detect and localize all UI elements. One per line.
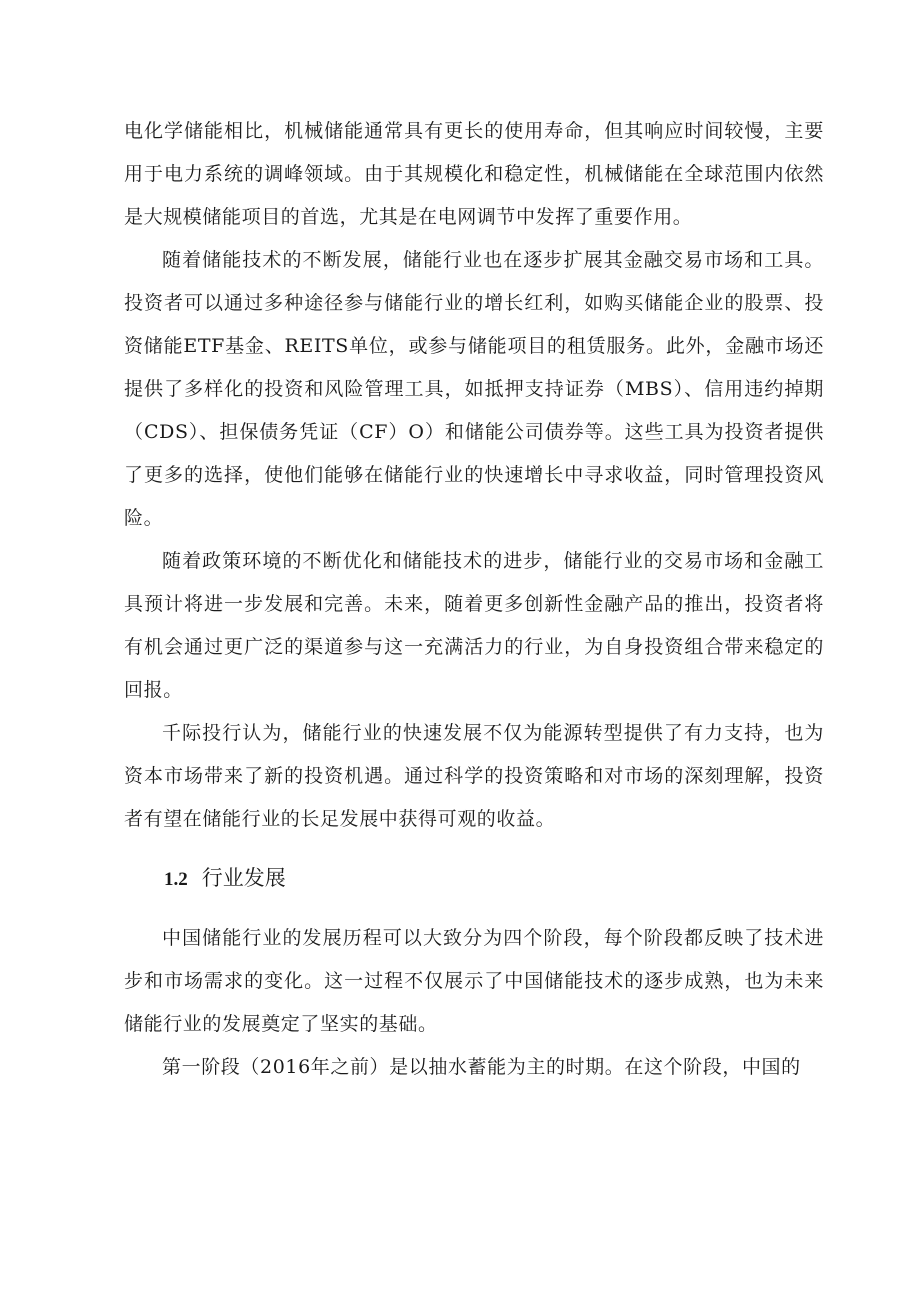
section-number: 1.2	[164, 869, 188, 890]
paragraph-development-stages: 中国储能行业的发展历程可以大致分为四个阶段，每个阶段都反映了技术进步和市场需求的变化。这一过程不仅展示了中国储能技术的逐步成熟，也为未来储能行业的发展奠定了坚实的基础。	[124, 927, 824, 1035]
section-title: 行业发展	[201, 866, 286, 890]
paragraph-policy-outlook: 随着政策环境的不断优化和储能技术的进步，储能行业的交易市场和金融工具预计将进一步发展和完善。未来，随着更多创新性金融产品的推出，投资者将有机会通过更广泛的渠道参与这一充满活力的行业，为自身投资组合带来稳定的回报。	[124, 550, 824, 701]
paragraph-mechanical-storage: 电化学储能相比，机械储能通常具有更长的使用寿命，但其响应时间较慢，主要用于电力系统的调峰领域。由于其规模化和稳定性，机械储能在全球范围内依然是大规模储能项目的首选，尤其是在电网调节中发挥了重要作用。	[124, 120, 824, 228]
paragraph-financial-markets: 随着储能技术的不断发展，储能行业也在逐步扩展其金融交易市场和工具。投资者可以通过多种途径参与储能行业的增长红利，如购买储能企业的股票、投资储能ETF基金、REITS单位，或参与储能项目的租赁服务。此外，金融市场还提供了多样化的投资和风险管理工具，如抵押支持证券（MBS）、信用违约掉期（CDS）、担保债务凭证（CF）O）和储能公司债券等。这些工具为投资者提供了更多的选择，使他们能够在储能行业的快速增长中寻求收益，同时管理投资风险。	[124, 249, 824, 529]
document-body	[124, 110, 824, 1089]
paragraph-investment-view: 千际投行认为，储能行业的快速发展不仅为能源转型提供了有力支持，也为资本市场带来了新的投资机遇。通过科学的投资策略和对市场的深刻理解，投资者有望在储能行业的长足发展中获得可观的收益。	[124, 722, 824, 830]
section-heading	[164, 863, 824, 895]
paragraph-first-stage: 第一阶段（2016年之前）是以抽水蓄能为主的时期。在这个阶段，中国的	[162, 1056, 801, 1078]
